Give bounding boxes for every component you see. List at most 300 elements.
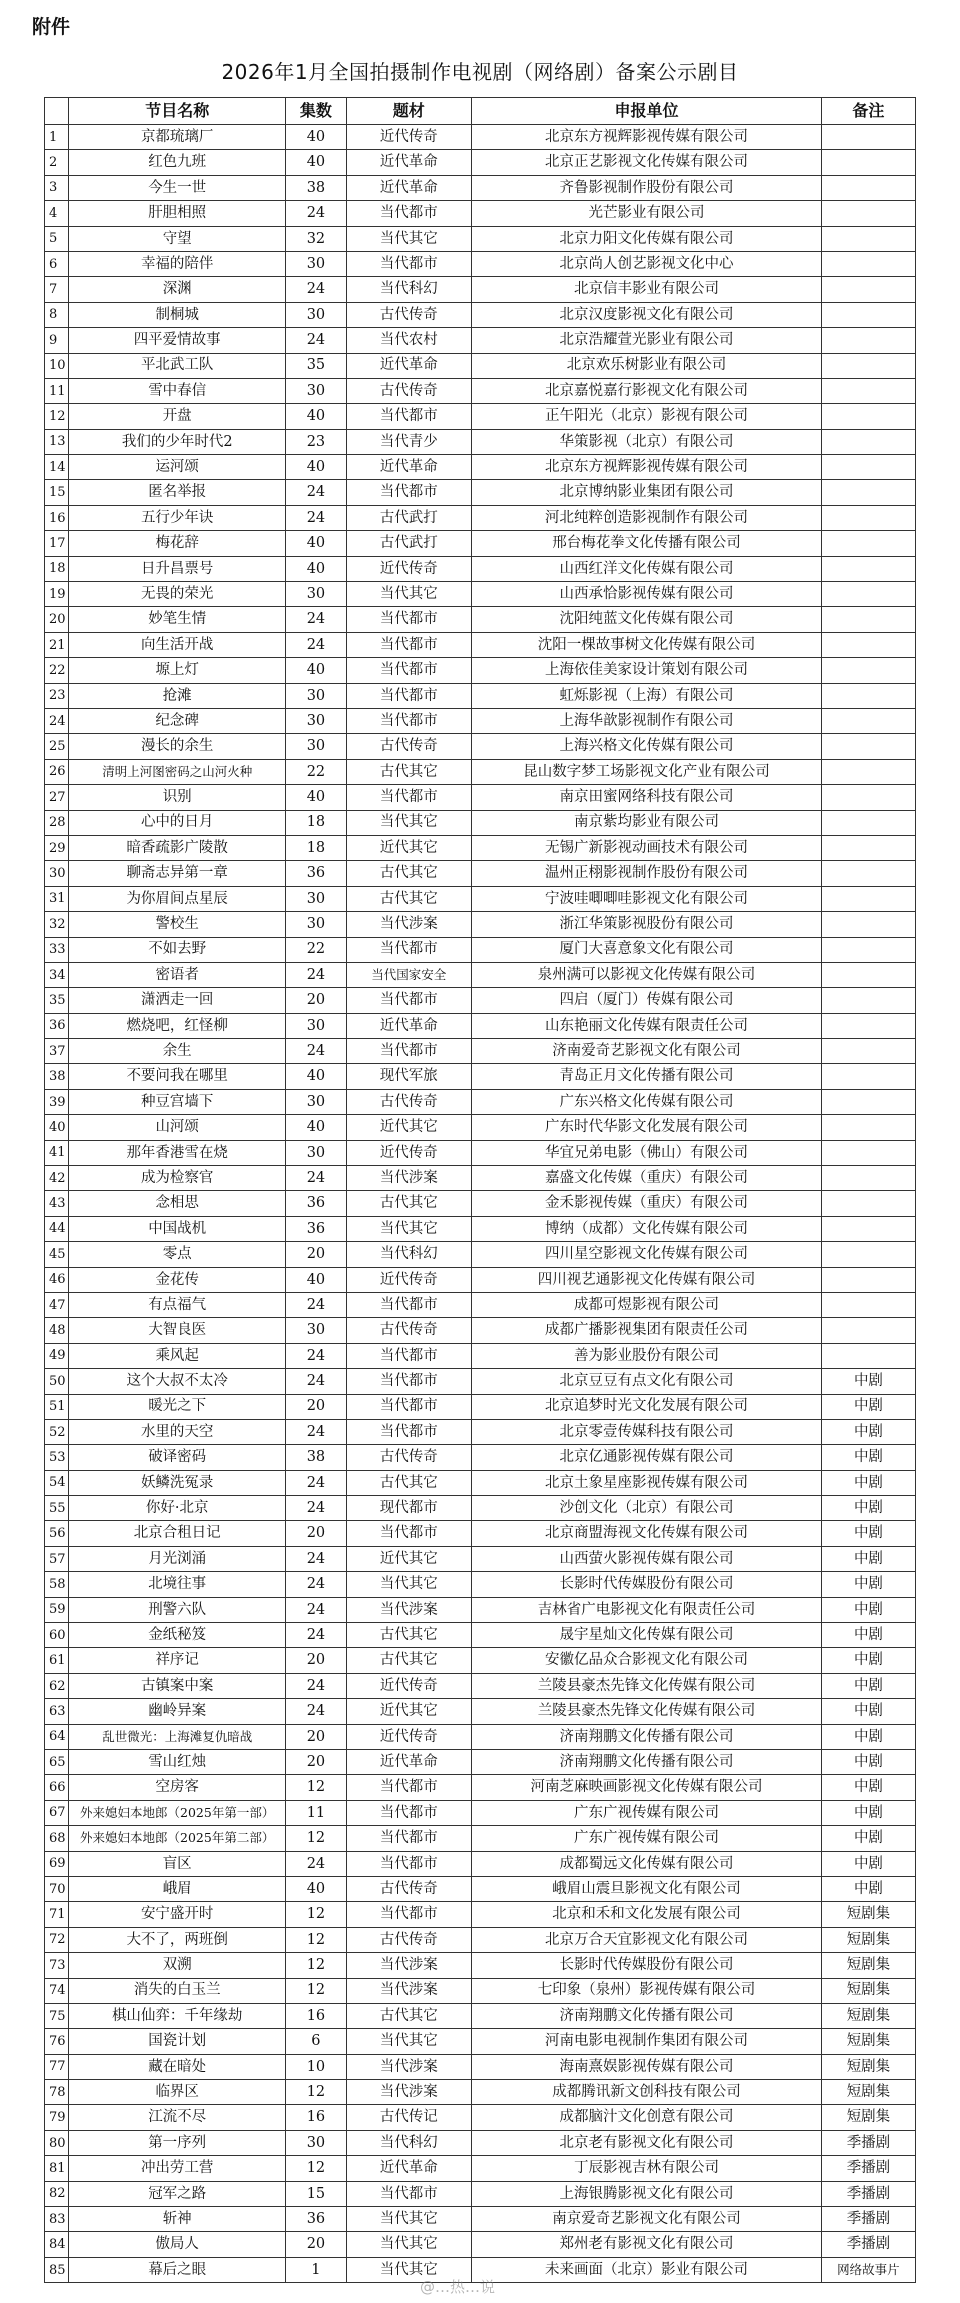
row-title: 斩神 — [69, 2207, 286, 2232]
row-title: 这个大叔不太冷 — [69, 1369, 286, 1394]
row-index: 18 — [45, 556, 69, 581]
row-genre: 当代科幻 — [346, 1242, 471, 1267]
row-episodes: 30 — [286, 582, 346, 607]
table-row — [45, 1724, 916, 1749]
row-genre: 当代农村 — [346, 328, 471, 353]
table-row — [45, 404, 916, 429]
row-episodes: 20 — [286, 988, 346, 1013]
row-title: 五行少年诀 — [69, 505, 286, 530]
row-genre: 古代其它 — [346, 861, 471, 886]
table-row — [45, 1419, 916, 1444]
row-company: 上海依佳美家设计策划有限公司 — [472, 658, 822, 683]
table-row — [45, 201, 916, 226]
row-title: 北京合租日记 — [69, 1521, 286, 1546]
row-remark — [821, 835, 915, 860]
row-genre: 古代武打 — [346, 505, 471, 530]
row-index: 20 — [45, 607, 69, 632]
row-episodes: 24 — [286, 1419, 346, 1444]
row-index: 72 — [45, 1927, 69, 1952]
row-remark — [821, 328, 915, 353]
row-index: 62 — [45, 1673, 69, 1698]
row-company: 济南翔鹏文化传播有限公司 — [472, 2003, 822, 2028]
table-row — [45, 378, 916, 403]
table-row — [45, 1851, 916, 1876]
row-genre: 当代都市 — [346, 1419, 471, 1444]
row-index: 27 — [45, 785, 69, 810]
row-index: 83 — [45, 2207, 69, 2232]
row-episodes: 24 — [286, 480, 346, 505]
table-row — [45, 2181, 916, 2206]
row-episodes: 24 — [286, 201, 346, 226]
row-genre: 古代传奇 — [346, 1445, 471, 1470]
row-title: 暗香疏影广陵散 — [69, 835, 286, 860]
table-row — [45, 886, 916, 911]
table-row — [45, 1826, 916, 1851]
row-company: 正午阳光（北京）影视有限公司 — [472, 404, 822, 429]
row-title: 妙笔生情 — [69, 607, 286, 632]
table-row — [45, 835, 916, 860]
row-title: 消失的白玉兰 — [69, 1978, 286, 2003]
row-index: 58 — [45, 1572, 69, 1597]
row-company: 北京和禾和文化发展有限公司 — [472, 1902, 822, 1927]
row-genre: 当代涉案 — [346, 1978, 471, 2003]
table-row — [45, 1927, 916, 1952]
row-company: 四川星空影视文化传媒有限公司 — [472, 1242, 822, 1267]
row-company: 七印象（泉州）影视传媒有限公司 — [472, 1978, 822, 2003]
row-company: 宁波哇唧唧哇影视文化有限公司 — [472, 886, 822, 911]
row-genre: 当代涉案 — [346, 2054, 471, 2079]
row-index: 16 — [45, 505, 69, 530]
row-episodes: 6 — [286, 2029, 346, 2054]
row-index: 3 — [45, 175, 69, 200]
row-company: 南京紫均影业有限公司 — [472, 810, 822, 835]
row-company: 青岛正月文化传播有限公司 — [472, 1064, 822, 1089]
row-remark: 中剧 — [821, 1851, 915, 1876]
row-episodes: 24 — [286, 962, 346, 987]
row-index: 19 — [45, 582, 69, 607]
row-index: 63 — [45, 1699, 69, 1724]
row-index: 8 — [45, 302, 69, 327]
table-row — [45, 2054, 916, 2079]
row-genre: 当代涉案 — [346, 1953, 471, 1978]
row-company: 北京豆豆有点文化有限公司 — [472, 1369, 822, 1394]
row-remark: 短剧集 — [821, 1953, 915, 1978]
row-remark — [821, 1115, 915, 1140]
table-row — [45, 1166, 916, 1191]
row-index: 45 — [45, 1242, 69, 1267]
row-episodes: 40 — [286, 455, 346, 480]
table-row — [45, 251, 916, 276]
row-title: 幕后之眼 — [69, 2257, 286, 2282]
row-index: 12 — [45, 404, 69, 429]
row-index: 84 — [45, 2232, 69, 2257]
row-episodes: 35 — [286, 353, 346, 378]
row-company: 兰陵县豪杰先锋文化传媒有限公司 — [472, 1673, 822, 1698]
row-episodes: 40 — [286, 150, 346, 175]
filing-table — [44, 97, 916, 2283]
row-genre: 近代革命 — [346, 353, 471, 378]
row-genre: 古代其它 — [346, 886, 471, 911]
row-genre: 近代革命 — [346, 2156, 471, 2181]
row-remark: 短剧集 — [821, 1978, 915, 2003]
table-row — [45, 1572, 916, 1597]
row-title: 安宁盛开时 — [69, 1902, 286, 1927]
row-genre: 古代传奇 — [346, 1089, 471, 1114]
row-index: 2 — [45, 150, 69, 175]
row-company: 河南芝麻映画影视文化传媒有限公司 — [472, 1775, 822, 1800]
row-title: 守望 — [69, 226, 286, 251]
row-remark: 中剧 — [821, 1470, 915, 1495]
row-index: 51 — [45, 1394, 69, 1419]
row-remark: 中剧 — [821, 1546, 915, 1571]
row-index: 76 — [45, 2029, 69, 2054]
row-remark: 短剧集 — [821, 2080, 915, 2105]
row-remark — [821, 1039, 915, 1064]
row-genre: 当代都市 — [346, 1902, 471, 1927]
row-index: 75 — [45, 2003, 69, 2028]
row-index: 39 — [45, 1089, 69, 1114]
row-episodes: 40 — [286, 785, 346, 810]
row-title: 梅花辞 — [69, 531, 286, 556]
row-episodes: 20 — [286, 2232, 346, 2257]
row-index: 79 — [45, 2105, 69, 2130]
row-episodes: 24 — [286, 1470, 346, 1495]
row-index: 17 — [45, 531, 69, 556]
row-title: 聊斋志异第一章 — [69, 861, 286, 886]
row-genre: 当代其它 — [346, 582, 471, 607]
row-episodes: 12 — [286, 1826, 346, 1851]
row-remark: 网络故事片 — [821, 2257, 915, 2282]
row-remark: 季播剧 — [821, 2181, 915, 2206]
table-row — [45, 1216, 916, 1241]
row-title: 第一序列 — [69, 2130, 286, 2155]
table-row — [45, 1242, 916, 1267]
row-remark: 中剧 — [821, 1800, 915, 1825]
row-index: 70 — [45, 1876, 69, 1901]
row-company: 广东兴格文化传媒有限公司 — [472, 1089, 822, 1114]
row-title: 识别 — [69, 785, 286, 810]
row-episodes: 12 — [286, 1927, 346, 1952]
row-title: 临界区 — [69, 2080, 286, 2105]
row-company: 无锡广新影视动画技术有限公司 — [472, 835, 822, 860]
row-genre: 近代其它 — [346, 1546, 471, 1571]
row-episodes: 24 — [286, 328, 346, 353]
row-genre: 当代都市 — [346, 937, 471, 962]
row-company: 广东广视传媒有限公司 — [472, 1800, 822, 1825]
row-index: 40 — [45, 1115, 69, 1140]
row-remark: 中剧 — [821, 1724, 915, 1749]
row-title: 冲出劳工营 — [69, 2156, 286, 2181]
row-episodes: 30 — [286, 1318, 346, 1343]
row-title: 日升昌票号 — [69, 556, 286, 581]
row-genre: 当代其它 — [346, 810, 471, 835]
row-genre: 古代传奇 — [346, 1318, 471, 1343]
row-remark — [821, 556, 915, 581]
table-row — [45, 353, 916, 378]
table-row — [45, 1369, 916, 1394]
row-index: 74 — [45, 1978, 69, 2003]
row-episodes: 22 — [286, 759, 346, 784]
row-episodes: 24 — [286, 1673, 346, 1698]
row-episodes: 15 — [286, 2181, 346, 2206]
row-index: 56 — [45, 1521, 69, 1546]
table-row — [45, 226, 916, 251]
row-index: 43 — [45, 1191, 69, 1216]
row-index: 11 — [45, 378, 69, 403]
row-title: 国瓷计划 — [69, 2029, 286, 2054]
row-title: 塬上灯 — [69, 658, 286, 683]
row-episodes: 40 — [286, 125, 346, 150]
row-episodes: 12 — [286, 1953, 346, 1978]
row-index: 77 — [45, 2054, 69, 2079]
table-row — [45, 2130, 916, 2155]
table-row — [45, 1496, 916, 1521]
table-row — [45, 1039, 916, 1064]
row-episodes: 10 — [286, 2054, 346, 2079]
row-index: 26 — [45, 759, 69, 784]
row-company: 广东广视传媒有限公司 — [472, 1826, 822, 1851]
row-title: 乘风起 — [69, 1343, 286, 1368]
row-remark: 中剧 — [821, 1369, 915, 1394]
row-title: 古镇案中案 — [69, 1673, 286, 1698]
row-title: 清明上河图密码之山河火种 — [69, 759, 286, 784]
row-episodes: 12 — [286, 2156, 346, 2181]
row-episodes: 30 — [286, 378, 346, 403]
table-row — [45, 2003, 916, 2028]
row-company: 济南翔鹏文化传播有限公司 — [472, 1750, 822, 1775]
row-company: 嘉盛文化传媒（重庆）有限公司 — [472, 1166, 822, 1191]
table-row — [45, 988, 916, 1013]
row-genre: 当代其它 — [346, 1572, 471, 1597]
row-genre: 古代其它 — [346, 1191, 471, 1216]
row-remark — [821, 531, 915, 556]
row-company: 成都脑汁文化创意有限公司 — [472, 2105, 822, 2130]
row-genre: 当代都市 — [346, 1800, 471, 1825]
row-genre: 当代涉案 — [346, 2080, 471, 2105]
row-episodes: 16 — [286, 2003, 346, 2028]
row-remark — [821, 708, 915, 733]
table-row — [45, 962, 916, 987]
row-company: 北京万合天宜影视文化有限公司 — [472, 1927, 822, 1952]
table-row — [45, 1115, 916, 1140]
row-company: 广东时代华影文化发展有限公司 — [472, 1115, 822, 1140]
row-company: 北京正艺影视文化传媒有限公司 — [472, 150, 822, 175]
row-company: 未来画面（北京）影业有限公司 — [472, 2257, 822, 2282]
row-remark: 季播剧 — [821, 2130, 915, 2155]
row-episodes: 24 — [286, 1623, 346, 1648]
table-row — [45, 937, 916, 962]
row-episodes: 30 — [286, 708, 346, 733]
row-remark: 中剧 — [821, 1673, 915, 1698]
row-remark: 中剧 — [821, 1445, 915, 1470]
row-title: 外来媳妇本地郎（2025年第一部） — [69, 1800, 286, 1825]
row-remark — [821, 785, 915, 810]
table-body — [45, 125, 916, 2283]
row-index: 33 — [45, 937, 69, 962]
row-index: 64 — [45, 1724, 69, 1749]
row-episodes: 40 — [286, 1115, 346, 1140]
row-title: 平北武工队 — [69, 353, 286, 378]
row-genre: 古代其它 — [346, 2003, 471, 2028]
row-remark — [821, 353, 915, 378]
row-genre: 当代其它 — [346, 2207, 471, 2232]
row-genre: 当代都市 — [346, 1039, 471, 1064]
table-row — [45, 277, 916, 302]
row-remark: 短剧集 — [821, 2029, 915, 2054]
row-episodes: 20 — [286, 1750, 346, 1775]
row-genre: 当代都市 — [346, 658, 471, 683]
row-episodes: 24 — [286, 632, 346, 657]
row-episodes: 40 — [286, 1064, 346, 1089]
row-index: 71 — [45, 1902, 69, 1927]
row-index: 53 — [45, 1445, 69, 1470]
row-episodes: 24 — [286, 607, 346, 632]
row-genre: 当代都市 — [346, 632, 471, 657]
table-row — [45, 785, 916, 810]
row-company: 沙创文化（北京）有限公司 — [472, 1496, 822, 1521]
row-remark — [821, 683, 915, 708]
row-index: 24 — [45, 708, 69, 733]
row-title: 幸福的陪伴 — [69, 251, 286, 276]
row-remark — [821, 201, 915, 226]
row-genre: 当代都市 — [346, 1521, 471, 1546]
row-title: 雪山红烛 — [69, 1750, 286, 1775]
table-row — [45, 1292, 916, 1317]
row-index: 85 — [45, 2257, 69, 2282]
row-company: 北京信丰影业有限公司 — [472, 277, 822, 302]
row-remark — [821, 429, 915, 454]
row-genre: 古代其它 — [346, 1623, 471, 1648]
table-row — [45, 1267, 916, 1292]
row-title: 妖鳞洗冤录 — [69, 1470, 286, 1495]
row-episodes: 30 — [286, 302, 346, 327]
row-genre: 当代涉案 — [346, 1597, 471, 1622]
table-header-row — [45, 98, 916, 125]
row-title: 无畏的荣光 — [69, 582, 286, 607]
row-episodes: 12 — [286, 1978, 346, 2003]
row-index: 37 — [45, 1039, 69, 1064]
row-genre: 近代传奇 — [346, 1140, 471, 1165]
row-title: 四平爱情故事 — [69, 328, 286, 353]
row-title: 有点福气 — [69, 1292, 286, 1317]
row-genre: 现代都市 — [346, 1496, 471, 1521]
row-episodes: 11 — [286, 1800, 346, 1825]
row-index: 66 — [45, 1775, 69, 1800]
row-index: 32 — [45, 912, 69, 937]
row-episodes: 24 — [286, 277, 346, 302]
row-remark: 中剧 — [821, 1572, 915, 1597]
row-genre: 近代传奇 — [346, 1724, 471, 1749]
table-row — [45, 1800, 916, 1825]
row-remark: 中剧 — [821, 1597, 915, 1622]
row-index: 54 — [45, 1470, 69, 1495]
row-episodes: 18 — [286, 810, 346, 835]
row-company: 北京浩耀萱光影业有限公司 — [472, 328, 822, 353]
row-company: 南京田蜜网络科技有限公司 — [472, 785, 822, 810]
row-title: 金纸秘笈 — [69, 1623, 286, 1648]
row-remark: 中剧 — [821, 1623, 915, 1648]
table-row — [45, 1013, 916, 1038]
row-title: 暖光之下 — [69, 1394, 286, 1419]
row-episodes: 40 — [286, 404, 346, 429]
row-remark: 中剧 — [821, 1521, 915, 1546]
row-company: 济南爱奇艺影视文化有限公司 — [472, 1039, 822, 1064]
row-genre: 当代都市 — [346, 2181, 471, 2206]
row-genre: 近代其它 — [346, 835, 471, 860]
watermark: @…热…说 — [420, 2278, 496, 2296]
table-row — [45, 734, 916, 759]
table-row — [45, 1648, 916, 1673]
row-company: 温州正栩影视制作股份有限公司 — [472, 861, 822, 886]
row-title: 棋山仙弈：千年缘劫 — [69, 2003, 286, 2028]
row-genre: 当代都市 — [346, 607, 471, 632]
row-index: 4 — [45, 201, 69, 226]
row-episodes: 20 — [286, 1648, 346, 1673]
row-index: 15 — [45, 480, 69, 505]
row-remark — [821, 1166, 915, 1191]
row-company: 北京欢乐树影业有限公司 — [472, 353, 822, 378]
row-episodes: 36 — [286, 861, 346, 886]
table-row — [45, 1521, 916, 1546]
row-remark: 中剧 — [821, 1750, 915, 1775]
row-company: 北京老有影视文化有限公司 — [472, 2130, 822, 2155]
row-remark: 中剧 — [821, 1419, 915, 1444]
row-index: 9 — [45, 328, 69, 353]
row-remark — [821, 1267, 915, 1292]
row-company: 北京土象星座影视传媒有限公司 — [472, 1470, 822, 1495]
row-remark — [821, 302, 915, 327]
row-title: 京都琉璃厂 — [69, 125, 286, 150]
table-row — [45, 1343, 916, 1368]
row-title: 制桐城 — [69, 302, 286, 327]
row-remark — [821, 125, 915, 150]
row-index: 67 — [45, 1800, 69, 1825]
row-company: 虹烁影视（上海）有限公司 — [472, 683, 822, 708]
row-remark: 短剧集 — [821, 2105, 915, 2130]
row-title: 你好·北京 — [69, 1496, 286, 1521]
row-company: 郑州老有影视文化有限公司 — [472, 2232, 822, 2257]
table-row — [45, 1318, 916, 1343]
row-company: 华宜兄弟电影（佛山）有限公司 — [472, 1140, 822, 1165]
row-index: 57 — [45, 1546, 69, 1571]
table-row — [45, 531, 916, 556]
header-index — [45, 98, 69, 125]
table-row — [45, 658, 916, 683]
row-title: 红色九班 — [69, 150, 286, 175]
row-episodes: 23 — [286, 429, 346, 454]
table-row — [45, 505, 916, 530]
row-company: 成都可煜影视有限公司 — [472, 1292, 822, 1317]
row-genre: 近代革命 — [346, 1750, 471, 1775]
row-remark: 短剧集 — [821, 1902, 915, 1927]
row-episodes: 40 — [286, 531, 346, 556]
row-episodes: 30 — [286, 2130, 346, 2155]
row-title: 漫长的余生 — [69, 734, 286, 759]
row-genre: 古代传奇 — [346, 378, 471, 403]
row-remark — [821, 480, 915, 505]
header-genre: 题材 — [346, 98, 471, 125]
row-company: 济南翔鹏文化传播有限公司 — [472, 1724, 822, 1749]
row-remark — [821, 505, 915, 530]
row-genre: 当代都市 — [346, 1292, 471, 1317]
row-remark — [821, 150, 915, 175]
row-episodes: 40 — [286, 658, 346, 683]
row-index: 59 — [45, 1597, 69, 1622]
attachment-label: 附件 — [32, 16, 71, 38]
table-row — [45, 1597, 916, 1622]
table-row — [45, 1394, 916, 1419]
row-remark: 中剧 — [821, 1699, 915, 1724]
